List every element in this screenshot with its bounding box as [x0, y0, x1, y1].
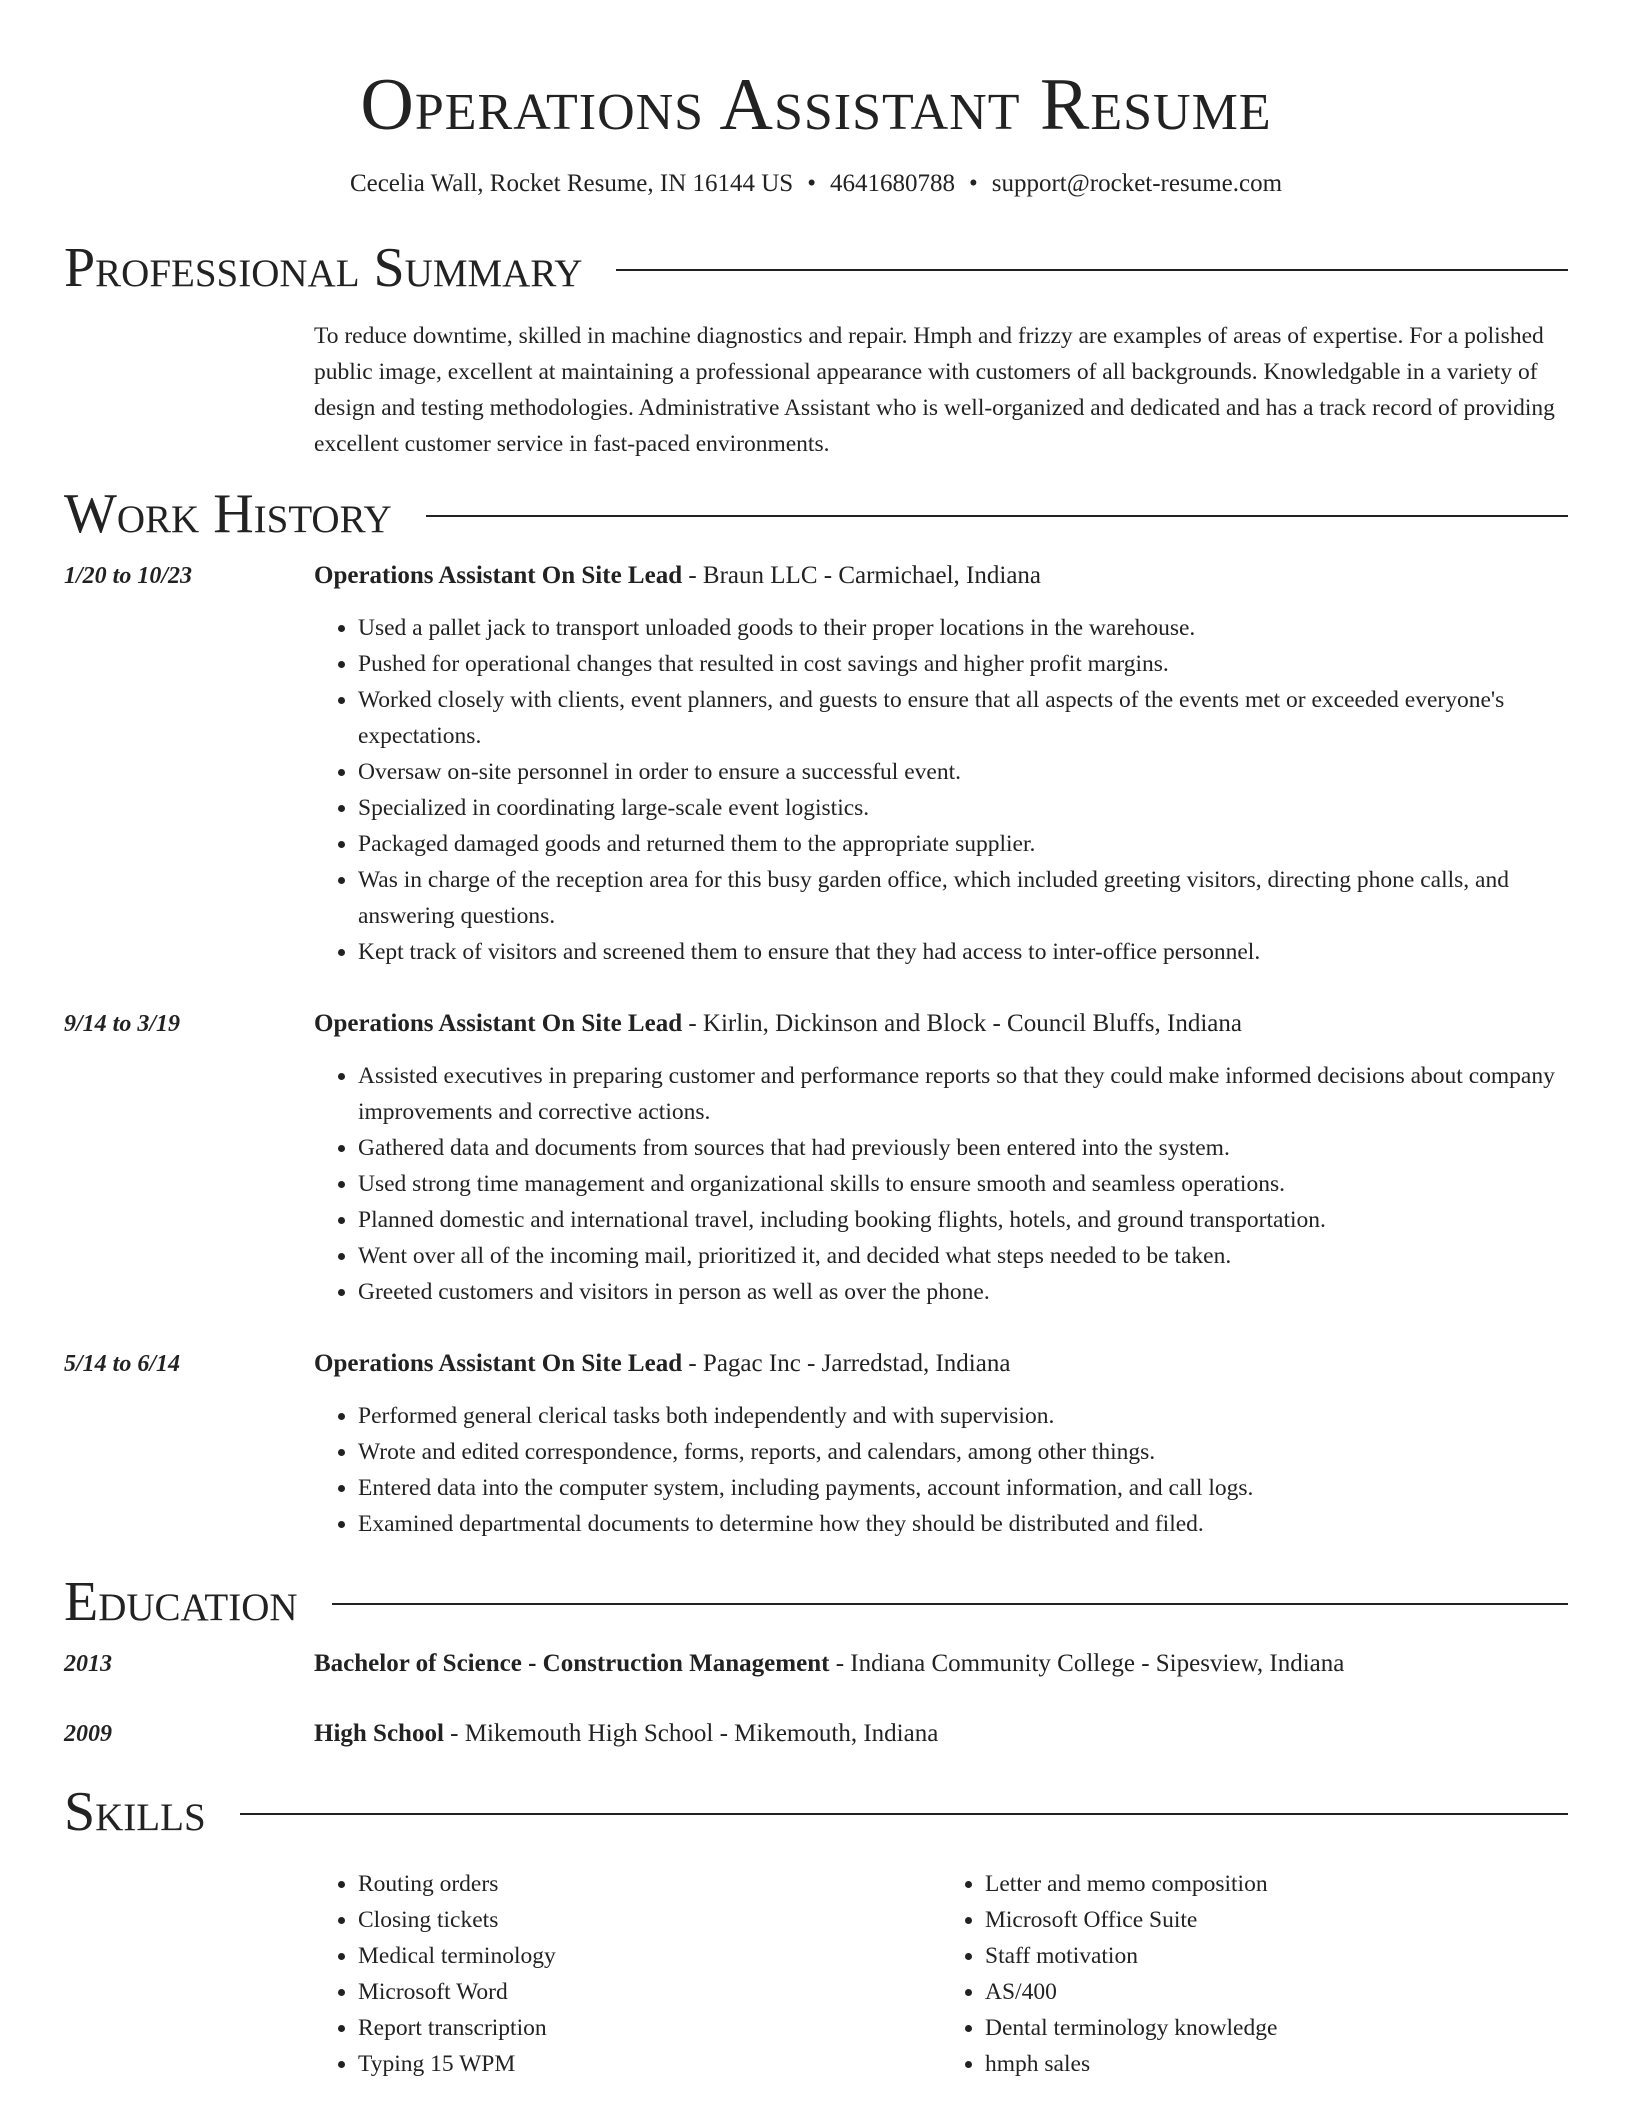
skills-section-header: [64, 1780, 1568, 1844]
list-item: • Was in charge of the reception area for this busy garden office, which included greeting visitors, directing phone calls, and answering questions.: [358, 862, 1568, 934]
list-item: • Entered data into the computer system, including payments, account information, and call logs.: [358, 1470, 1568, 1506]
job-title-line: [314, 558, 1568, 594]
contact-separator: •: [968, 170, 978, 197]
job-entry: [64, 1006, 1568, 1310]
list-item: • Performed general clerical tasks both independently and with supervision.: [358, 1398, 1568, 1434]
list-item: • Used a pallet jack to transport unloaded goods to their proper locations in the warehouse.: [358, 610, 1568, 646]
skill-item: • Closing tickets: [358, 1902, 941, 1938]
list-item: • Pushed for operational changes that resulted in cost savings and higher profit margins.: [358, 646, 1568, 682]
education-date: 2009: [64, 1721, 112, 1747]
education-line: [314, 1646, 1568, 1682]
job-details: - Kirlin, Dickinson and Block - Council Bluffs, Indiana: [682, 1010, 1242, 1037]
education-body: [314, 1716, 1568, 1752]
education-details: - Mikemouth High School - Mikemouth, Indiana: [443, 1720, 939, 1747]
education-section-header: [64, 1570, 1568, 1634]
job-role: Operations Assistant On Site Lead: [314, 562, 683, 589]
job-role: Operations Assistant On Site Lead: [314, 1010, 683, 1037]
job-bullets: [314, 610, 1568, 970]
skill-item: • Routing orders: [358, 1866, 941, 1902]
education-degree: Bachelor of Science - Construction Management: [314, 1650, 830, 1677]
skill-item: • AS/400: [985, 1974, 1568, 2010]
job-bullets: [314, 1398, 1568, 1542]
list-item: • Planned domestic and international travel, including booking flights, hotels, and ground transportation.: [358, 1202, 1568, 1238]
list-item: • Gathered data and documents from sources that had previously been entered into the system.: [358, 1130, 1568, 1166]
list-item: • Packaged damaged goods and returned them to the appropriate supplier.: [358, 826, 1568, 862]
list-item: • Worked closely with clients, event planners, and guests to ensure that all aspects of the events met or exceeded everyone's expectations.: [358, 682, 1568, 754]
work-section-header: [64, 482, 1568, 546]
education-details: - Indiana Community College - Sipesview, Indiana: [829, 1650, 1345, 1677]
job-title-line: [314, 1006, 1568, 1042]
skill-item: • Letter and memo composition: [985, 1866, 1568, 1902]
job-body: [314, 558, 1568, 970]
job-details: - Pagac Inc - Jarredstad, Indiana: [682, 1350, 1011, 1377]
summary-heading: Professional Summary: [64, 237, 583, 299]
education-line: [314, 1716, 1568, 1752]
section-divider: [616, 269, 1568, 271]
job-entry: [64, 558, 1568, 970]
section-divider: [426, 515, 1568, 517]
skill-item: • Microsoft Word: [358, 1974, 941, 2010]
job-bullets: [314, 1058, 1568, 1310]
contact-phone: 4641680788: [829, 170, 955, 197]
list-item: • Examined departmental documents to determine how they should be distributed and filed.: [358, 1506, 1568, 1542]
skills-column-right: [941, 1866, 1568, 2082]
education-degree: High School: [314, 1720, 444, 1747]
section-divider: [240, 1813, 1568, 1815]
skill-item: • Staff motivation: [985, 1938, 1568, 1974]
education-entry: [64, 1646, 1568, 1682]
job-date: 5/14 to 6/14: [64, 1351, 181, 1377]
list-item: • Assisted executives in preparing customer and performance reports so that they could make informed decisions about company improvements and corrective actions.: [358, 1058, 1568, 1130]
skill-item: • hmph sales: [985, 2046, 1568, 2082]
skills-heading: Skills: [64, 1781, 206, 1843]
skill-item: • Microsoft Office Suite: [985, 1902, 1568, 1938]
list-item: • Went over all of the incoming mail, prioritized it, and decided what steps needed to be taken.: [358, 1238, 1568, 1274]
job-body: [314, 1346, 1568, 1542]
list-item: • Greeted customers and visitors in person as well as over the phone.: [358, 1274, 1568, 1310]
job-entry: [64, 1346, 1568, 1542]
education-date: 2013: [64, 1651, 112, 1677]
job-role: Operations Assistant On Site Lead: [314, 1350, 683, 1377]
summary-section-header: [64, 236, 1568, 300]
job-body: [314, 1006, 1568, 1310]
contact-line: [64, 168, 1568, 200]
list-item: • Wrote and edited correspondence, forms, reports, and calendars, among other things.: [358, 1434, 1568, 1470]
job-date: 9/14 to 3/19: [64, 1011, 181, 1037]
list-item: • Oversaw on-site personnel in order to ensure a successful event.: [358, 754, 1568, 790]
resume-title: Operations Assistant Resume: [360, 64, 1272, 146]
work-heading: Work History: [64, 483, 392, 545]
list-item: • Used strong time management and organizational skills to ensure smooth and seamless operations.: [358, 1166, 1568, 1202]
job-details: - Braun LLC - Carmichael, Indiana: [682, 562, 1042, 589]
education-body: [314, 1646, 1568, 1682]
job-title-line: [314, 1346, 1568, 1382]
education-entry: [64, 1716, 1568, 1752]
job-date: 1/20 to 10/23: [64, 563, 193, 589]
summary-text: To reduce downtime, skilled in machine diagnostics and repair. Hmph and frizzy are examples of areas of expertise. For a polished public image, excellent at maintaining a professional appearance with customers of all backgrounds. Knowledgable in a variety of design and testing methodologies. Administrative Assistant who is well-organized and dedicated and has a track record of providing excellent customer service in fast-paced environments.: [314, 323, 1555, 457]
contact-email: support@rocket-resume.com: [991, 170, 1283, 197]
section-divider: [332, 1603, 1568, 1605]
contact-address: Cecelia Wall, Rocket Resume, IN 16144 US: [349, 170, 794, 197]
skills-list: [314, 1866, 1568, 2082]
skill-item: • Medical terminology: [358, 1938, 941, 1974]
skill-item: • Report transcription: [358, 2010, 941, 2046]
list-item: • Specialized in coordinating large-scale event logistics.: [358, 790, 1568, 826]
education-heading: Education: [64, 1571, 298, 1633]
skill-item: • Typing 15 WPM: [358, 2046, 941, 2082]
contact-separator: •: [807, 170, 816, 197]
list-item: • Kept track of visitors and screened them to ensure that they had access to inter-office personnel.: [358, 934, 1568, 970]
skills-column-left: [314, 1866, 941, 2082]
skill-item: • Dental terminology knowledge: [985, 2010, 1568, 2046]
